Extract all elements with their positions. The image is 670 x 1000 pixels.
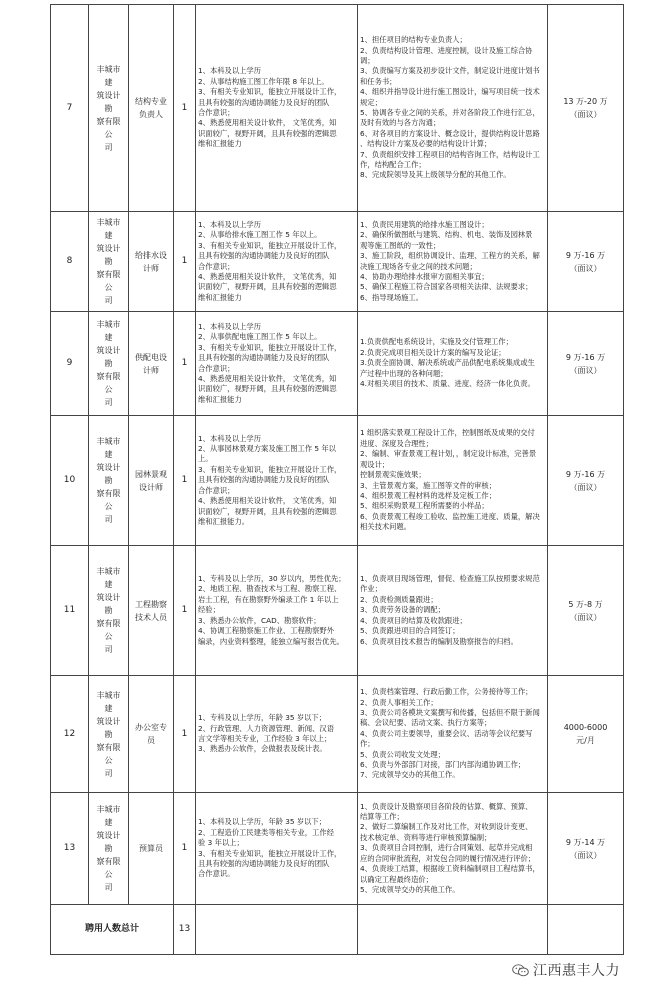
duties-text: 1 组织落实景观工程设计工作，控制图纸及成果的交付 进度、深度及合理性； 2、编制、审查景观工程计划，，制定设计标准，完善景 观设计； 控制景观实施效果； 3、主管景观方案，施工图等文件的审核； 4、组织景观工程材料的选样及定板工作； 5、组织采购景观工程所需要的小样品； 6、负责景观工程竣工验收、监控施工进度、质量，解决 相关技术问题。	[358, 416, 548, 546]
headcount: 1	[174, 546, 196, 676]
requirements-text: 1、本科及以上学历 2、从事园林景观方案及施工图工作 5 年以 上。 3、有相关专业知识，能独立开展设计工作， 且具有较强的沟通协调能力及良好的团队 合作意识； 4、熟悉使用相关设计软件， 文笔优秀，知 识面较广，视野开阔，且具有较强的逻辑思 维和汇报能力。	[196, 416, 358, 546]
duties-text: 1、负责民用建筑的给排水施工图设计； 2、确保所做图纸与建筑、结构、机电、装饰及园林景 观等施工图纸的一致性； 3、施工阶段，组织协调设计、监理、工程方的关系，解 决施工现场各专业之间的技术问题； 4、协助办理给排水报审方面相关事宜； 5、确保工程施工符合国家各项相关法律、法规要求； 6、指导现场施工。	[358, 212, 548, 312]
salary-text: 9 万-16 万 （面议）	[548, 212, 624, 312]
watermark	[512, 960, 620, 980]
requirements-text: 1、本科及以上学历 2、从事给排水施工图工作 5 年以上。 3、有相关专业知识，能独立开展设计工作， 且具有较强的沟通协调能力及良好的团队 合作意识； 4、熟悉使用相关设计软件， 文笔优秀，知 识面较广，视野开阔，且具有较强的逻辑思 维和汇报能力	[196, 212, 358, 312]
company-name: 丰城市建 筑设计勘 察有限公 司	[89, 312, 129, 416]
row-number: 12	[51, 676, 89, 793]
duties-text: 1、负责档案管理、行政后勤工作，公务接待等工作； 2、负责人事相关工作； 3、负责公司各模块文案撰写和传播，包括但不限于新闻 稿、会议纪要、活动文案、执行方案等； 4、负责公司主要领导，重要会议、活动等会议纪要写作； 5、负责公司收发文处理； 6、负责与外部部门对接，部门内部沟通协调工作； 7、完成领导交办的其他工作。	[358, 676, 548, 793]
recruitment-table	[50, 4, 624, 955]
duties-text: 1、担任项目的结构专业负责人； 2、负责结构设计管理、进度控制，设计及施工综合协调； 3、负责编写方案及初步设计文件，制定设计进度计划书 和任务书； 4、组织并指导设计进行施工图设计，编写项目统一技术 规定； 5、协调各专业之间的关系，并对各阶段工作进行汇总， 及时有效的与各方沟通； 6、对各项目的方案设计、概念设计，提供结构设计思路 、结构设计方案及必要的结构设计计算； 7、负责组织安排工程项目的结构咨询工作，结构设计工 作，结构配合工作； 8、完成院领导及其上级领导分配的其他工作。	[358, 5, 548, 212]
row-number: 7	[51, 5, 89, 212]
position-title: 工程勘察 技术人员	[129, 546, 174, 676]
salary-text: 13 万-20 万 （面议）	[548, 5, 624, 212]
salary-text: 9 万-14 万 （面议）	[548, 793, 624, 905]
duties-text: 1、负责设计及勘察项目各阶段的估算、概算、预算、 结算等工作； 2、做好二算编制工作及对比工作，对收到设计变更、 技术核定单、资料等进行审核预算编制； 3、负责项目合同控制，进行合同策划、起草并完成相 应的合同审批流程，对发包合同的履行情况进行评价； 4、负责竣工结算，根据竣工资料编制项目工程结算书， 以确定工程最终造价； 5、完成领导交办的其他工作。	[358, 793, 548, 905]
requirements-text: 1、本科及以上学历 2、从事结构施工图工作年限 8 年以上。 3、有相关专业知识，能独立开展设计工作， 且具有较强的沟通协调能力及良好的团队 合作意识； 4、熟悉使用相关设计软件， 文笔优秀，知 识面较广，视野开阔，且具有较强的逻辑思 维和汇报能力	[196, 5, 358, 212]
table-row	[51, 793, 624, 905]
position-title: 园林景观 设计师	[129, 416, 174, 546]
table-row	[51, 546, 624, 676]
headcount: 1	[174, 793, 196, 905]
row-number: 10	[51, 416, 89, 546]
company-name: 丰城市建 筑设计勘 察有限公 司	[89, 676, 129, 793]
total-empty-cell	[358, 905, 548, 955]
wechat-icon	[512, 964, 529, 977]
position-title: 结构专业 负责人	[129, 5, 174, 212]
company-name: 丰城市建 筑设计勘 察有限公 司	[89, 416, 129, 546]
company-name: 丰城市建 筑设计勘 察有限公 司	[89, 212, 129, 312]
company-name: 丰城市建 筑设计勘 察有限公 司	[89, 546, 129, 676]
company-name: 丰城市建 筑设计勘 察有限公 司	[89, 5, 129, 212]
position-title: 供配电设 计师	[129, 312, 174, 416]
total-empty-cell	[196, 905, 358, 955]
table-row	[51, 416, 624, 546]
company-name: 丰城市建 筑设计勘 察有限公 司	[89, 793, 129, 905]
duties-text: 1、负责项目现场管理，督促、检查施工队按照要求规范 作业； 2、负责检测质量跟进； 3、负责劳务设备的调配； 4、负责项目的结算及收款跟进； 5、负责跟进项目的合同签订； 6、负责项目技术报告的编制及勘察报告的归档。	[358, 546, 548, 676]
table-row	[51, 676, 624, 793]
total-label: 聘用人数总计	[51, 905, 174, 955]
watermark-text: 江西惠丰人力	[533, 963, 620, 979]
salary-text: 9 万-16 万 （面议）	[548, 416, 624, 546]
total-value: 13	[174, 905, 196, 955]
table-row	[51, 212, 624, 312]
headcount: 1	[174, 676, 196, 793]
row-number: 13	[51, 793, 89, 905]
row-number: 9	[51, 312, 89, 416]
salary-text: 9 万-16 万 （面议）	[548, 312, 624, 416]
requirements-text: 1、本科及以上学历 2、从事供配电施工图工作 5 年以上。 3、有相关专业知识，能独立开展设计工作， 且具有较强的沟通协调能力及良好的团队 合作意识； 4、熟悉使用相关设计软件， 文笔优秀，知 识面较广，视野开阔，且具有较强的逻辑思 维和汇报能力	[196, 312, 358, 416]
requirements-text: 1、专科及以上学历，30 岁以内，男性优先； 2、地质工程、勘查技术与工程、勘察工程、 岩土工程，有在勘察野外编录工作 1 年以上 经验； 3、熟悉办公软件，CAD、勘察软件； 4、协调工程勘察施工作业、工程勘察野外 编录，内业资料整理，能独立编写报告优先。	[196, 546, 358, 676]
headcount: 1	[174, 416, 196, 546]
requirements-text: 1、专科及以上学历，年龄 35 岁以下； 2、行政管理、人力资源管理、新闻、汉语 言文学等相关专业，工作经验 3 年以上； 3、熟悉办公软件，会做报表及统计表。	[196, 676, 358, 793]
position-title: 预算员	[129, 793, 174, 905]
requirements-text: 1、本科及以上学历，年龄 35 岁以下； 2、工程造价工民建类等相关专业，工作经 验 3 年以上； 3、有相关专业知识，能独立开展设计工作， 且具有较强的沟通协调能力及良好的团队 合作意识。	[196, 793, 358, 905]
table-row	[51, 5, 624, 212]
headcount: 1	[174, 212, 196, 312]
headcount: 1	[174, 312, 196, 416]
total-empty-cell	[548, 905, 624, 955]
table-row	[51, 312, 624, 416]
total-row	[51, 905, 624, 955]
row-number: 8	[51, 212, 89, 312]
position-title: 办公室专 员	[129, 676, 174, 793]
position-title: 给排水设 计师	[129, 212, 174, 312]
headcount: 1	[174, 5, 196, 212]
duties-text: 1.负责供配电系统设计，实施及交付管理工作； 2.负责完成项目相关设计方案的编写及论证； 3.负责全面协调、解决系统或产品供配电系统集成或生 产过程中出现的各种问题； 4.对相关项目的技术、质量、进度、经济一体化负责。	[358, 312, 548, 416]
row-number: 11	[51, 546, 89, 676]
salary-text: 5 万-8 万 （面议）	[548, 546, 624, 676]
salary-text: 4000-6000 元/月	[548, 676, 624, 793]
